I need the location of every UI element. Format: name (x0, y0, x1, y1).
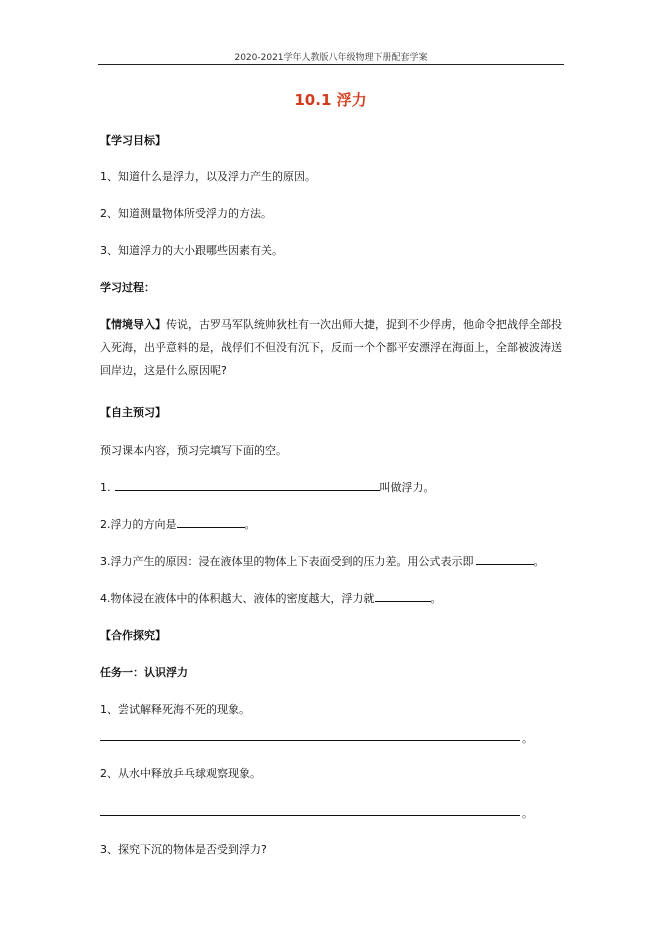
explore-item-2: 2、从水中释放乒乓球观察现象。 (100, 767, 261, 780)
q2-answer-blank[interactable] (177, 518, 245, 528)
q4-prefix: 4.物体浸在液体中的体积越大、液体的密度越大，浮力就 (100, 592, 375, 605)
intro-text: 传说，古罗马军队统帅狄杜有一次出师大捷，捉到不少俘虏，他命令把战俘全部投入死海，出乎意料的是，战俘们不但没有沉下，反而一个个都平安漂浮在海面上，全部被波涛送回岸边，这是什么原因呢? (100, 318, 562, 377)
explore-item-3: 3、探究下沉的物体是否受到浮力? (100, 843, 267, 856)
preview-heading: 【自主预习】 (100, 406, 166, 419)
answer-line-1-end-mark: 。 (522, 732, 533, 745)
answer-line-1[interactable] (100, 740, 520, 741)
goal-item-2: 2、知道测量物体所受浮力的方法。 (100, 207, 272, 220)
q3-prefix: 3.浮力产生的原因：浸在液体里的物体上下表面受到的压力差。用公式表示即 (100, 555, 474, 568)
preview-question-3 (100, 555, 545, 569)
q3-answer-blank[interactable] (476, 555, 534, 565)
q2-suffix: 。 (244, 518, 256, 531)
preview-question-1 (100, 481, 435, 495)
header-rule (98, 64, 564, 65)
q3-suffix: 。 (533, 555, 545, 568)
intro-paragraph (100, 313, 568, 382)
answer-line-2[interactable] (100, 815, 520, 816)
goal-item-1: 1、知道什么是浮力，以及浮力产生的原因。 (100, 170, 316, 183)
goals-heading: 【学习目标】 (100, 134, 166, 147)
q1-suffix: 叫做浮力。 (379, 481, 435, 494)
process-heading: 学习过程： (100, 281, 155, 294)
q4-answer-blank[interactable] (375, 592, 431, 602)
q1-prefix: 1. (100, 481, 111, 494)
goal-item-3: 3、知道浮力的大小跟哪些因素有关。 (100, 244, 283, 257)
page-title: 10.1 浮力 (294, 91, 367, 109)
explore-item-1: 1、尝试解释死海不死的现象。 (100, 703, 250, 716)
preview-question-2 (100, 518, 256, 532)
intro-label: 【情境导入】 (100, 318, 166, 331)
explore-heading: 【合作探究】 (100, 629, 166, 642)
q1-answer-blank[interactable] (115, 481, 380, 491)
task1-heading: 任务一：认识浮力 (100, 666, 188, 679)
preview-question-4 (100, 592, 442, 606)
running-header: 2020-2021学年人教版八年级物理下册配套学案 (234, 53, 428, 63)
q2-prefix: 2.浮力的方向是 (100, 518, 177, 531)
answer-line-2-end-mark: 。 (522, 807, 533, 820)
preview-instruction: 预习课本内容，预习完填写下面的空。 (100, 444, 287, 457)
q4-suffix: 。 (430, 592, 442, 605)
